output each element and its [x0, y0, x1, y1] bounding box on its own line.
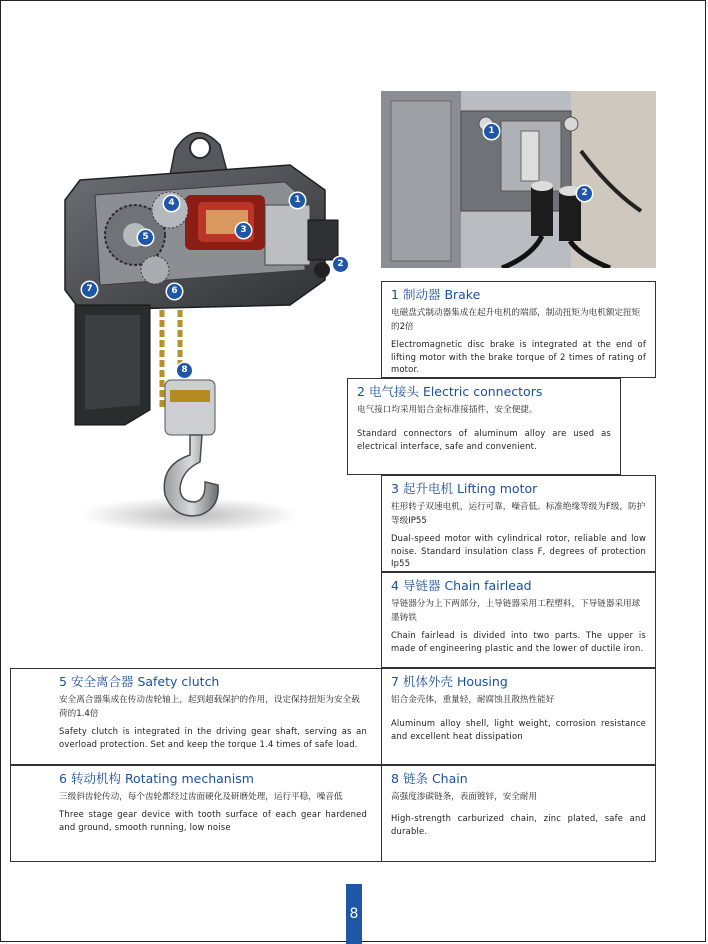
section-lifting-motor-en-text: Dual-speed motor with cylindrical rotor, reliable and low noise. Standard insulation class F, degrees of protection Ip55	[391, 533, 646, 568]
section-safety-clutch-en-text: Safety clutch is integrated in the driving gear shaft, serving as an overload protection. Set and keep the torque 1.4 times of safe load.	[59, 726, 367, 749]
section-safety-clutch	[10, 668, 382, 765]
section-brake-title	[391, 287, 646, 303]
section-housing-en-title: Housing	[456, 674, 508, 689]
section-rotating-mechanism-title	[59, 771, 367, 787]
section-rotating-mechanism-zh-title: 转动机构	[70, 771, 121, 786]
section-chain	[381, 765, 656, 862]
section-lifting-motor-zh-title: 起升电机	[402, 481, 453, 496]
callout-3-badge: 3	[236, 223, 251, 238]
hoist-illustration-svg	[40, 110, 360, 540]
callout-1-badge: 1	[290, 193, 305, 208]
section-rotating-mechanism-num: 6	[59, 771, 67, 786]
callout-5-badge: 5	[138, 230, 153, 245]
section-electric-connectors-en-text: Standard connectors of aluminum alloy are used as electrical interface, safe and convenient.	[357, 428, 611, 451]
section-electric-connectors-en-title: Electric connectors	[422, 384, 543, 399]
photo-callout-2-badge: 2	[577, 186, 592, 201]
section-brake-zh-text: 电磁盘式制动器集成在起升电机的端部，制动扭矩为电机额定扭矩的2倍	[391, 308, 641, 332]
callout-7-badge: 7	[82, 282, 97, 297]
section-safety-clutch-zh-title: 安全离合器	[70, 674, 134, 689]
section-chain-zh-title: 链条	[402, 771, 428, 786]
photo-callout-1-badge: 1	[484, 124, 499, 139]
section-lifting-motor-zh-text: 柱形转子双速电机，运行可靠，噪音低。标准绝缘等级为F级，防护等级IP55	[391, 502, 646, 526]
callout-2-badge: 2	[333, 257, 348, 272]
page-number-tab: 8	[346, 884, 362, 944]
section-electric-connectors	[347, 378, 621, 475]
connector-photo	[381, 91, 656, 268]
section-housing-en-text: Aluminum alloy shell, light weight, corrosion resistance and excellent heat dissipation	[391, 718, 646, 741]
section-rotating-mechanism	[10, 765, 382, 862]
section-electric-connectors-zh-text: 电气接口均采用铝合金标准接插件，安全便捷。	[357, 405, 538, 415]
section-housing	[381, 668, 656, 765]
section-chain-fairlead-zh-text: 导链器分为上下两部分，上导链器采用工程塑料，下导链器采用球墨铸铁	[391, 599, 641, 623]
section-lifting-motor-title	[391, 481, 646, 497]
section-brake-num: 1	[391, 287, 399, 302]
section-lifting-motor-num: 3	[391, 481, 399, 496]
section-housing-title	[391, 674, 646, 690]
section-chain-en-title: Chain	[431, 771, 468, 786]
section-rotating-mechanism-en-text: Three stage gear device with tooth surface of each gear hardened and ground, smooth running, low noise	[59, 809, 367, 832]
section-chain-fairlead-zh-title: 导链器	[402, 578, 441, 593]
section-housing-zh-text: 铝合金壳体，重量轻，耐腐蚀且散热性能好	[391, 695, 555, 705]
section-safety-clutch-zh-text: 安全离合器集成在传动齿轮轴上，起到超载保护的作用，设定保持扭矩为安全载荷的1.4倍	[59, 695, 360, 719]
section-chain-en-text: High-strength carburized chain, zinc plated, safe and durable.	[391, 813, 646, 836]
section-chain-fairlead-en-text: Chain fairlead is divided into two parts. The upper is made of engineering plastic and the lower of ductile iron.	[391, 630, 646, 653]
section-chain-title	[391, 771, 646, 787]
section-safety-clutch-num: 5	[59, 674, 67, 689]
hoist-cutaway-image	[40, 110, 360, 540]
section-housing-zh-title: 机体外壳	[402, 674, 453, 689]
section-electric-connectors-num: 2	[357, 384, 365, 399]
section-rotating-mechanism-en-title: Rotating mechanism	[124, 771, 254, 786]
section-chain-fairlead-title	[391, 578, 646, 594]
section-brake-en-text: Electromagnetic disc brake is integrated at the end of lifting motor with the brake torque of 2 times of rating of motor.	[391, 339, 646, 374]
section-brake-zh-title: 制动器	[402, 287, 441, 302]
section-housing-num: 7	[391, 674, 399, 689]
section-chain-zh-text: 高强度渗碳链条，表面镀锌，安全耐用	[391, 792, 538, 802]
section-chain-fairlead	[381, 572, 656, 668]
section-chain-fairlead-num: 4	[391, 578, 399, 593]
section-brake	[381, 281, 656, 378]
section-chain-fairlead-en-title: Chain fairlead	[444, 578, 532, 593]
callout-8-badge: 8	[177, 363, 192, 378]
section-lifting-motor	[381, 475, 656, 572]
connector-photo-svg	[381, 91, 656, 268]
callout-6-badge: 6	[167, 284, 182, 299]
section-chain-num: 8	[391, 771, 399, 786]
section-safety-clutch-title	[59, 674, 367, 690]
callout-4-badge: 4	[164, 196, 179, 211]
section-safety-clutch-en-title: Safety clutch	[137, 674, 220, 689]
section-lifting-motor-en-title: Lifting motor	[456, 481, 538, 496]
section-electric-connectors-title	[357, 384, 611, 400]
section-rotating-mechanism-zh-text: 三级斜齿轮传动，每个齿轮都经过齿面硬化及研磨处理，运行平稳，噪音低	[59, 792, 343, 802]
section-electric-connectors-zh-title: 电气接头	[368, 384, 419, 399]
section-brake-en-title: Brake	[444, 287, 481, 302]
